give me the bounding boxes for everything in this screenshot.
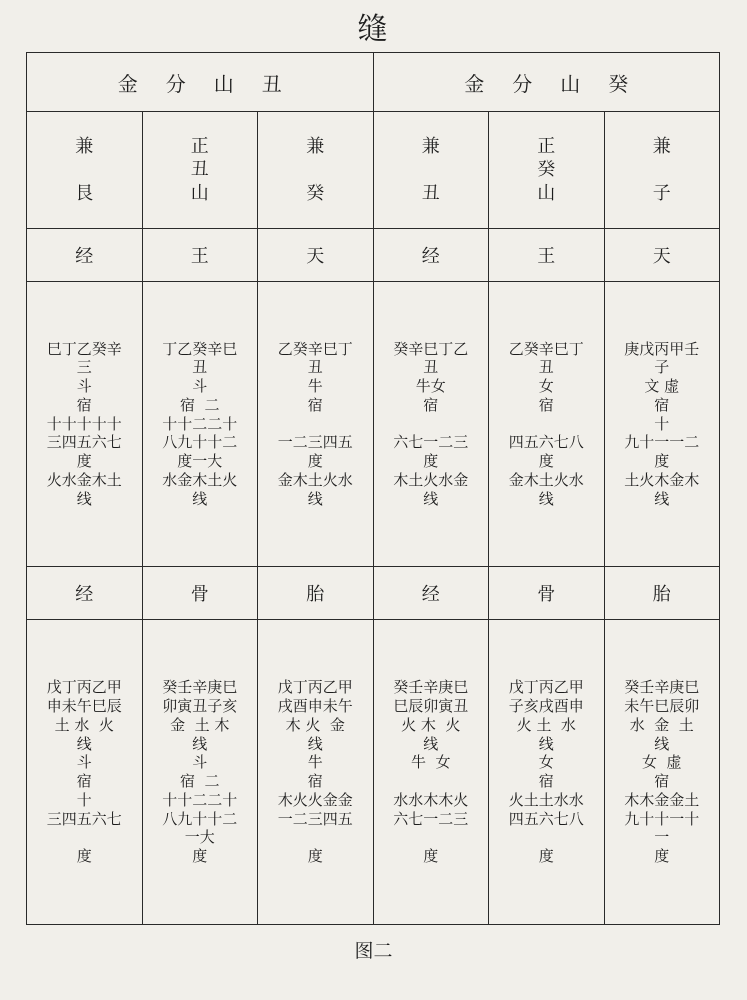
middle-cell-line: 乙癸辛巳丁: [508, 339, 584, 358]
jian-cell-line: 癸: [306, 182, 325, 204]
middle-cell-line: 丑: [192, 358, 208, 377]
bottom-cell-5: [489, 620, 605, 925]
bottom-cell-line: 线: [307, 734, 323, 753]
jian-row: [27, 112, 720, 229]
middle-cell-line: 九十一一二: [624, 433, 700, 452]
jian-cell-line: 丑: [190, 159, 209, 181]
bottom-cell-line: 宿: [76, 772, 92, 790]
jian-cell-line: 兼: [652, 135, 671, 157]
bottom-cell-line: 女: [538, 753, 554, 772]
middle-cell-6: [604, 282, 720, 567]
middle-cell-line: 木土火水金: [393, 470, 469, 489]
bottom-cell-line: 戊丁丙乙甲: [277, 678, 353, 697]
middle-cell-line: 度一大: [177, 452, 223, 471]
bottom-cell-line: 十: [76, 790, 92, 809]
middle-cell-line: [375, 415, 488, 434]
page-title: 缝: [357, 12, 390, 47]
label2-cell-6: 胎: [604, 567, 720, 620]
middle-cell-line: 斗: [192, 377, 208, 396]
jian-cell-line: 兼: [75, 135, 94, 157]
label-cell-3: 天: [258, 229, 374, 282]
bottom-cell-line: 火 土 水: [516, 715, 576, 734]
jian-cell-3: [258, 112, 374, 229]
middle-cell-line: 三四五六七: [46, 433, 122, 452]
bottom-cell-line: 一二三四五: [277, 809, 353, 828]
middle-cell-line: 十: [654, 414, 670, 433]
middle-cell-line: 四五六七八: [508, 433, 584, 452]
bottom-cell-1: [27, 620, 143, 925]
bottom-cell-line: [375, 828, 488, 847]
middle-cell-line: 丁乙癸辛巳: [162, 339, 238, 358]
jian-cell-line: 丑: [421, 182, 440, 204]
middle-cell-line: 宿: [538, 395, 554, 414]
middle-cell-line: 十十二二十: [162, 414, 238, 433]
bottom-cell-line: 癸壬辛庚巳: [624, 678, 700, 697]
label-row-2: [27, 567, 720, 620]
bottom-cell-line: 度: [76, 847, 92, 865]
bottom-cell-line: 癸壬辛庚巳: [162, 678, 238, 697]
middle-cell-4: [373, 282, 489, 567]
middle-cell-line: 牛: [307, 377, 323, 396]
label2-cell-1: 经: [27, 567, 143, 620]
bottom-cell-line: 巳辰卯寅丑: [393, 697, 469, 715]
jian-cell-line: 兼: [306, 135, 325, 157]
bottom-cell-line: 三四五六七: [46, 809, 122, 828]
bottom-cell-line: 度: [654, 847, 670, 865]
bottom-cell-4: [373, 620, 489, 925]
bottom-cell-line: 四五六七八: [508, 809, 584, 828]
middle-cell-line: 乙癸辛巳丁: [277, 339, 353, 358]
middle-cell-line: 度: [307, 452, 323, 471]
bottom-cell-line: 线: [654, 734, 670, 753]
bottom-cell-line: 木火火金金: [277, 790, 353, 809]
header-right-label: 金分山癸: [464, 71, 657, 96]
bottom-cell-line: 宿 二: [179, 772, 220, 790]
middle-cell-line: 宿: [307, 395, 323, 414]
figure-caption: 图二: [354, 940, 393, 962]
label2-cell-3: 胎: [258, 567, 374, 620]
label-cell-6: 天: [604, 229, 720, 282]
middle-cell-line: 线: [192, 489, 208, 508]
bottom-cell-line: 木木金金土: [624, 790, 700, 809]
bottom-cell-line: [259, 828, 372, 847]
bottom-cell-line: [28, 828, 141, 847]
bottom-cell-line: [375, 772, 488, 791]
bottom-cell-line: 土 水 火: [54, 715, 114, 734]
label-row: [27, 229, 720, 282]
jian-cell-line: 正: [537, 135, 556, 157]
middle-cell-line: 金木土火水: [508, 470, 584, 489]
bottom-cell-line: 度: [423, 847, 439, 865]
label-cell-1: 经: [27, 229, 143, 282]
jian-cell-line: 艮: [75, 182, 94, 204]
bottom-cell-line: 线: [192, 734, 208, 753]
bottom-cell-line: 六七一二三: [393, 809, 469, 828]
middle-cell-line: 度: [654, 452, 670, 471]
middle-cell-line: 庚戊丙甲壬: [624, 339, 700, 358]
jian-cell-4: [373, 112, 489, 229]
bottom-cell-line: 火土土水水: [508, 790, 584, 809]
bottom-cell-3: [258, 620, 374, 925]
middle-cell-line: 度: [76, 452, 92, 471]
middle-cell-line: 女: [538, 377, 554, 396]
label-cell-2: 王: [142, 229, 258, 282]
middle-cell-line: 八九十十二: [162, 433, 238, 452]
middle-cell-line: 水金木土火: [162, 470, 238, 489]
compass-table: [26, 52, 720, 925]
middle-cell-line: [490, 415, 603, 434]
header-row: [27, 53, 720, 112]
middle-cell-line: 宿: [654, 395, 670, 414]
middle-cell-line: 一二三四五: [277, 433, 353, 452]
bottom-cell-line: 宿: [538, 772, 554, 790]
middle-cell-line: 火水金木土: [46, 470, 122, 489]
middle-cell-line: 宿 二: [179, 395, 220, 414]
bottom-cell-line: 女 虚: [641, 753, 682, 772]
middle-cell-line: 宿: [76, 395, 92, 414]
middle-cell-line: 六七一二三: [393, 433, 469, 452]
jian-cell-line: 正: [190, 135, 209, 157]
bottom-cell-line: 戊丁丙乙甲: [46, 678, 122, 697]
bottom-cell-line: 宿: [307, 772, 323, 790]
jian-cell-line: 山: [537, 182, 556, 204]
bottom-cell-line: 未午巳辰卯: [624, 697, 700, 715]
bottom-cell-line: 牛: [307, 753, 323, 772]
middle-cell-line: 文 虚: [644, 377, 680, 396]
bottom-cell-line: 牛 女: [410, 753, 451, 772]
middle-cell-line: [259, 415, 372, 434]
middle-row: [27, 282, 720, 567]
bottom-cell-line: 木 火 金: [285, 715, 345, 734]
bottom-cell-line: 金 土 木: [170, 715, 230, 734]
middle-cell-1: [27, 282, 143, 567]
middle-cell-line: 三: [76, 358, 92, 377]
bottom-cell-line: 九十十一十: [624, 809, 700, 828]
middle-cell-line: 十十十十十: [46, 414, 122, 433]
bottom-cell-line: 八九十十二: [162, 809, 238, 828]
middle-cell-5: [489, 282, 605, 567]
bottom-cell-line: 度: [538, 847, 554, 865]
bottom-cell-line: 线: [423, 734, 439, 753]
middle-cell-line: 线: [76, 489, 92, 508]
middle-cell-line: 线: [654, 489, 670, 508]
bottom-cell-line: 十十二二十: [162, 790, 238, 809]
middle-cell-line: 土火木金木: [624, 470, 700, 489]
middle-cell-line: 癸辛巳丁乙: [393, 339, 469, 358]
middle-cell-line: 线: [538, 489, 554, 508]
jian-cell-line: 兼: [421, 135, 440, 157]
middle-cell-line: 子: [654, 358, 670, 377]
bottom-cell-line: 线: [76, 734, 92, 753]
middle-cell-line: 巳丁乙癸辛: [46, 339, 122, 358]
middle-cell-line: 金木土火水: [277, 470, 353, 489]
label2-cell-2: 骨: [142, 567, 258, 620]
bottom-cell-line: 度: [307, 847, 323, 865]
middle-cell-line: 度: [538, 452, 554, 471]
label2-cell-5: 骨: [489, 567, 605, 620]
header-left-cell: [27, 53, 374, 112]
middle-cell-line: 线: [423, 489, 439, 508]
header-left-label: 金分山丑: [117, 71, 310, 96]
middle-cell-line: 线: [307, 489, 323, 508]
bottom-cell-line: 斗: [192, 753, 208, 772]
middle-cell-2: [142, 282, 258, 567]
jian-cell-line: 癸: [537, 159, 556, 181]
middle-cell-line: 宿: [423, 395, 439, 414]
jian-cell-1: [27, 112, 143, 229]
bottom-cell-line: 线: [538, 734, 554, 753]
bottom-cell-line: 戌酉申未午: [277, 697, 353, 715]
header-right-cell: [373, 53, 720, 112]
bottom-cell-line: 卯寅丑子亥: [162, 697, 238, 715]
middle-cell-line: 斗: [76, 377, 92, 396]
bottom-cell-line: 水 金 土: [629, 715, 694, 734]
jian-cell-line: [28, 158, 141, 181]
jian-cell-line: 子: [652, 182, 671, 204]
jian-cell-line: [375, 158, 488, 181]
bottom-row: [27, 620, 720, 925]
bottom-cell-line: 火 木 火: [401, 715, 461, 734]
label-cell-4: 经: [373, 229, 489, 282]
jian-cell-6: [604, 112, 720, 229]
bottom-cell-line: 水水木木火: [393, 790, 469, 809]
jian-cell-5: [489, 112, 605, 229]
label2-cell-4: 经: [373, 567, 489, 620]
bottom-cell-line: 度: [192, 847, 208, 865]
bottom-cell-line: 一: [654, 828, 670, 847]
jian-cell-line: [259, 158, 372, 181]
jian-cell-2: [142, 112, 258, 229]
bottom-cell-line: 斗: [76, 753, 92, 772]
bottom-cell-line: 申未午巳辰: [46, 697, 122, 715]
middle-cell-line: 度: [423, 452, 439, 471]
bottom-cell-6: [604, 620, 720, 925]
bottom-cell-line: 子亥戌酉申: [508, 697, 584, 715]
middle-cell-line: 丑: [538, 358, 554, 377]
middle-cell-line: 丑: [307, 358, 323, 377]
bottom-cell-2: [142, 620, 258, 925]
bottom-cell-line: 癸壬辛庚巳: [393, 678, 469, 697]
bottom-cell-line: [490, 828, 603, 847]
bottom-cell-line: 一大: [184, 828, 215, 847]
label-cell-5: 王: [489, 229, 605, 282]
middle-cell-line: 牛女: [415, 377, 446, 396]
jian-cell-line: 山: [190, 182, 209, 204]
middle-cell-line: 丑: [423, 358, 439, 377]
bottom-cell-line: 戊丁丙乙甲: [508, 678, 584, 697]
middle-cell-3: [258, 282, 374, 567]
jian-cell-line: [606, 158, 719, 181]
bottom-cell-line: 宿: [654, 772, 670, 790]
